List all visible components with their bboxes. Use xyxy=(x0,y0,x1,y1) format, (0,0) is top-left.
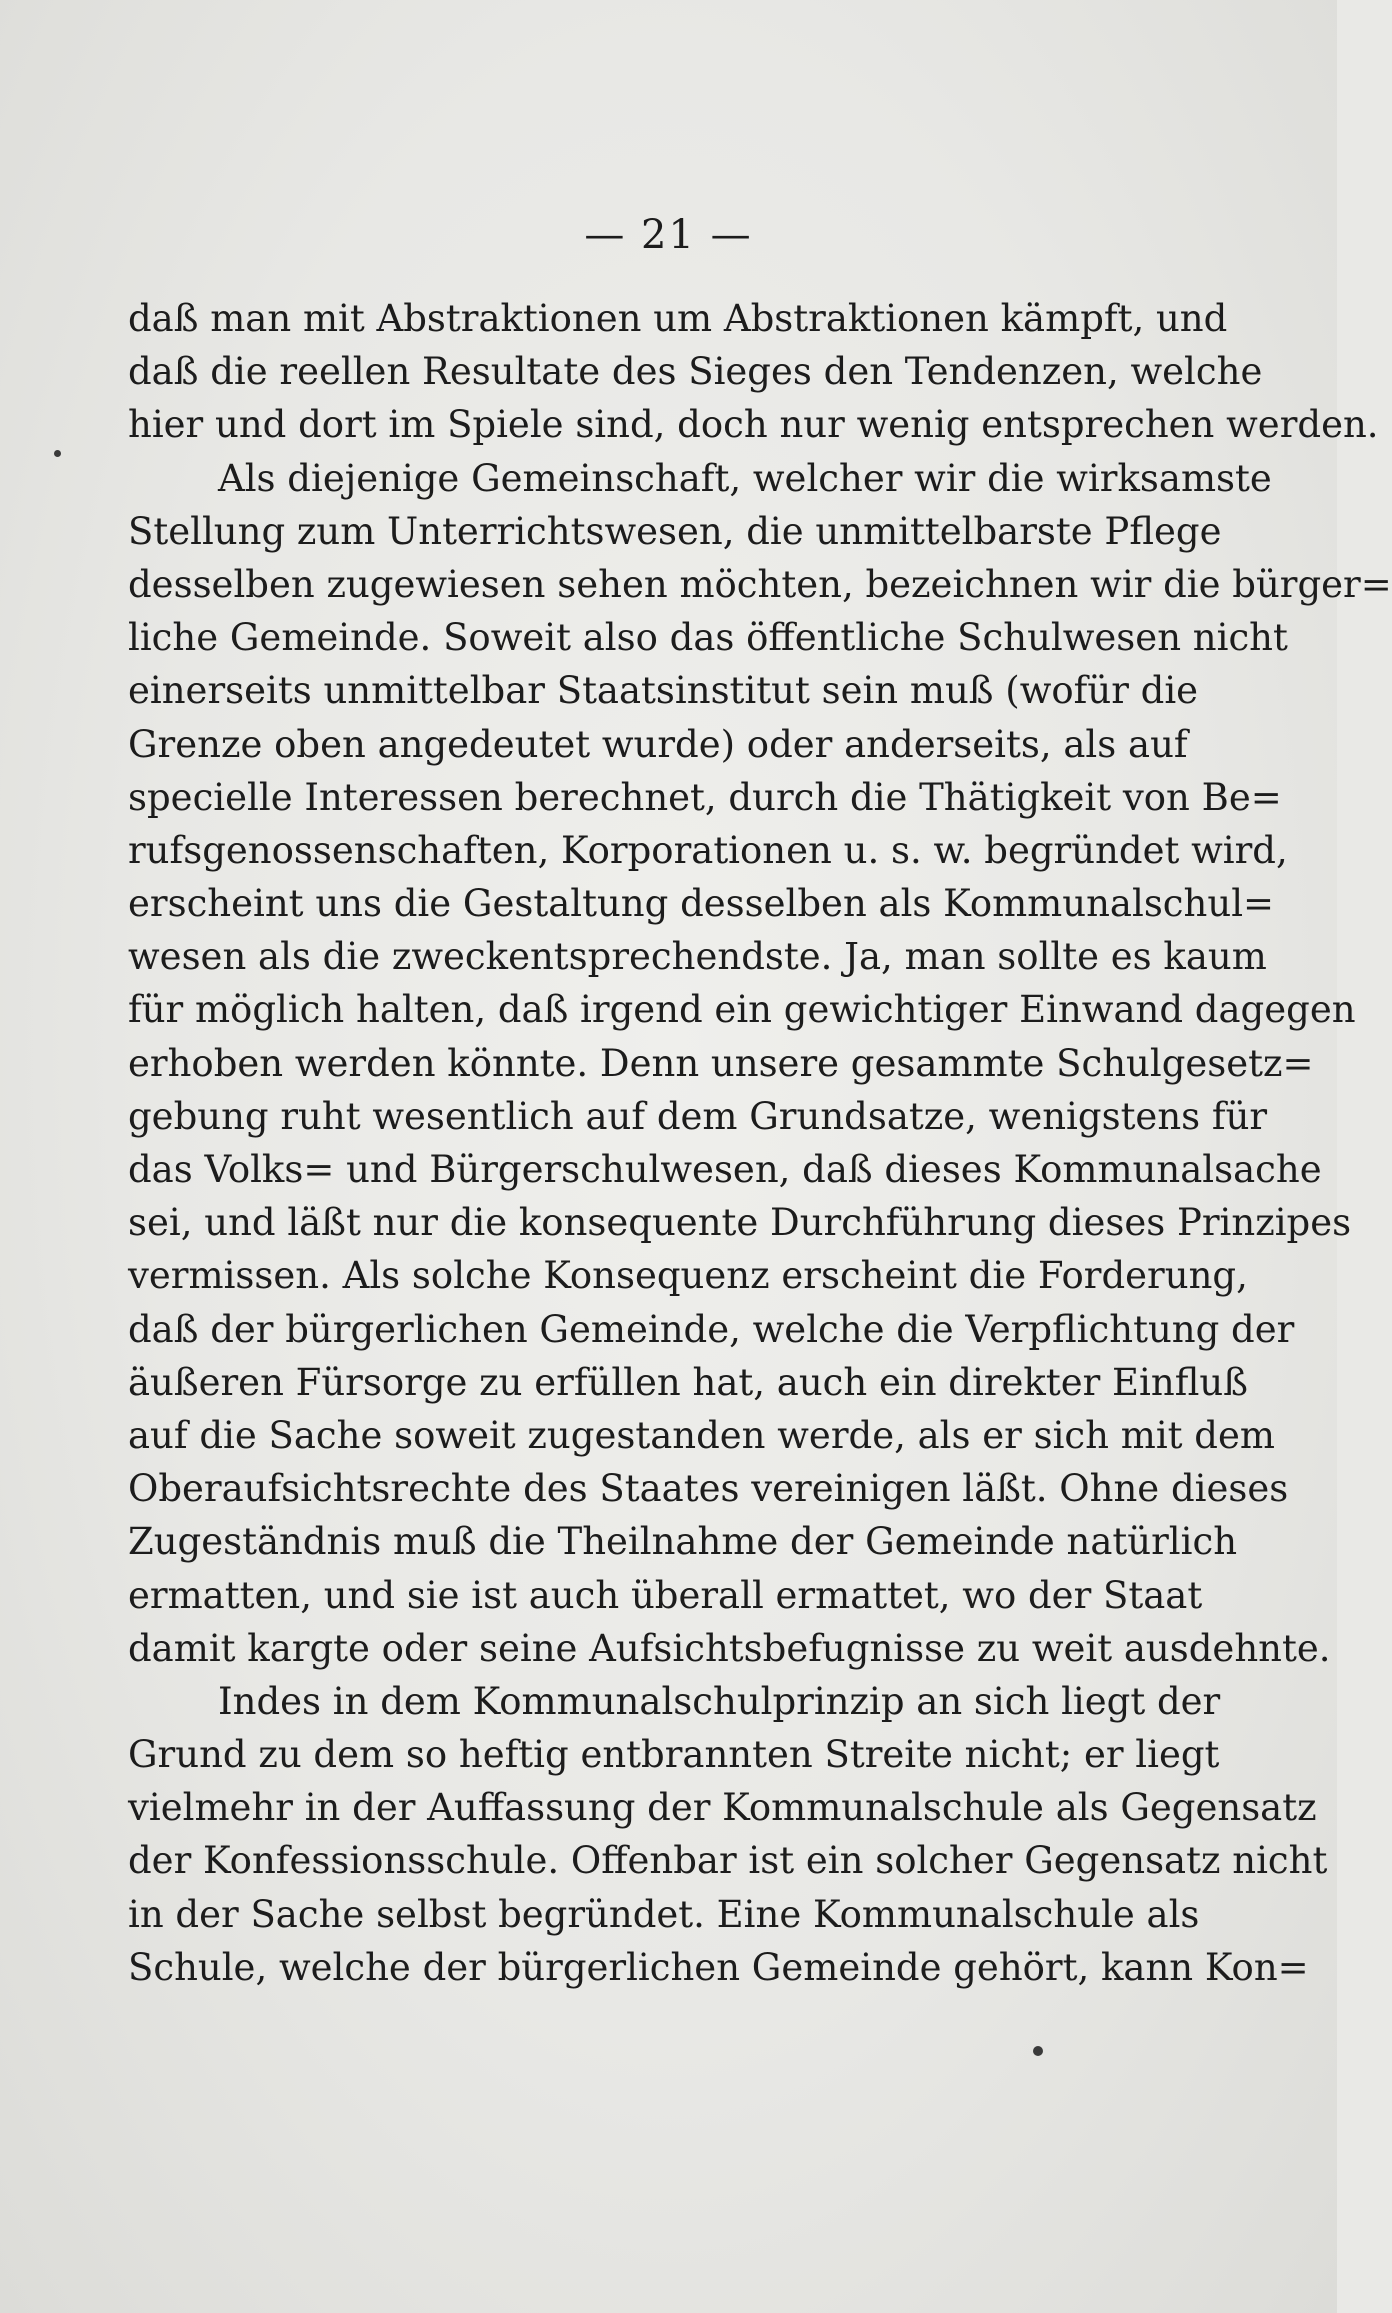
text-line: das Volks= und Bürgerschulwesen, daß dieses Kommunalsache xyxy=(128,1148,1322,1191)
text-line: Grund zu dem so heftig entbrannten Streite nicht; er liegt xyxy=(128,1733,1220,1777)
text-line: für möglich halten, daß irgend ein gewichtiger Einwand dagegen xyxy=(128,988,1356,1032)
ink-speck xyxy=(1033,2046,1043,2056)
ink-speck xyxy=(54,450,61,457)
text-line: daß der bürgerlichen Gemeinde, welche die Verpflichtung der xyxy=(128,1307,1295,1351)
text-line: damit kargte oder seine Aufsichtsbefugnisse zu weit ausdehnte. xyxy=(128,1626,1331,1670)
text-line: äußeren Fürsorge zu erfüllen hat, auch ein direkter Einfluß xyxy=(128,1360,1248,1404)
text-line: rufsgenossenschaften, Korporationen u. s. w. begründet wird, xyxy=(128,828,1288,872)
text-line: Zugeständnis muß die Theilnahme der Gemeinde natürlich xyxy=(128,1520,1238,1564)
paragraph-start-line: Als diejenige Gemeinschaft, welcher wir die wirksamste xyxy=(218,456,1272,500)
text-line: Grenze oben angedeutet wurde) oder anderseits, als auf xyxy=(128,722,1188,766)
text-line: specielle Interessen berechnet, durch die Thätigkeit von Be= xyxy=(128,775,1282,819)
text-line: vermissen. Als solche Konsequenz erscheint die Forderung, xyxy=(128,1254,1248,1298)
text-line: Oberaufsichtsrechte des Staates vereinigen läßt. Ohne dieses xyxy=(128,1467,1289,1511)
text-line: vielmehr in der Auffassung der Kommunalschule als Gegensatz xyxy=(128,1786,1317,1830)
paragraph-start-line: Indes in dem Kommunalschulprinzip an sich liegt der xyxy=(218,1679,1221,1723)
text-line: in der Sache selbst begründet. Eine Kommunalschule als xyxy=(128,1892,1200,1936)
page-number: — 21 — xyxy=(584,212,753,258)
text-line: hier und dort im Spiele sind, doch nur wenig entsprechen werden. xyxy=(128,403,1379,447)
text-line: Schule, welche der bürgerlichen Gemeinde gehört, kann Kon= xyxy=(128,1945,1309,1989)
text-line: Stellung zum Unterrichtswesen, die unmittelbarste Pflege xyxy=(128,509,1222,553)
text-line: erscheint uns die Gestaltung desselben als Kommunalschul= xyxy=(128,882,1275,926)
text-line: auf die Sache soweit zugestanden werde, als er sich mit dem xyxy=(128,1413,1275,1457)
text-line: daß die reellen Resultate des Sieges den Tendenzen, welche xyxy=(128,350,1263,394)
text-line: desselben zugewiesen sehen möchten, bezeichnen wir die bürger= xyxy=(128,562,1392,606)
text-line: erhoben werden könnte. Denn unsere gesammte Schulgesetz= xyxy=(128,1041,1314,1085)
text-line: der Konfessionsschule. Offenbar ist ein solcher Gegensatz nicht xyxy=(128,1839,1328,1883)
text-line: gebung ruht wesentlich auf dem Grundsatze, wenigstens für xyxy=(128,1094,1268,1138)
text-line: wesen als die zweckentsprechendste. Ja, man sollte es kaum xyxy=(128,935,1267,979)
text-line: sei, und läßt nur die konsequente Durchführung dieses Prinzipes xyxy=(128,1201,1352,1245)
body-text xyxy=(128,292,1392,1994)
text-line: ermatten, und sie ist auch überall ermattet, wo der Staat xyxy=(128,1573,1203,1617)
text-line: liche Gemeinde. Soweit also das öffentliche Schulwesen nicht xyxy=(128,616,1288,660)
text-line: einerseits unmittelbar Staatsinstitut sein muß (wofür die xyxy=(128,669,1199,713)
text-line: daß man mit Abstraktionen um Abstraktionen kämpft, und xyxy=(128,297,1228,340)
